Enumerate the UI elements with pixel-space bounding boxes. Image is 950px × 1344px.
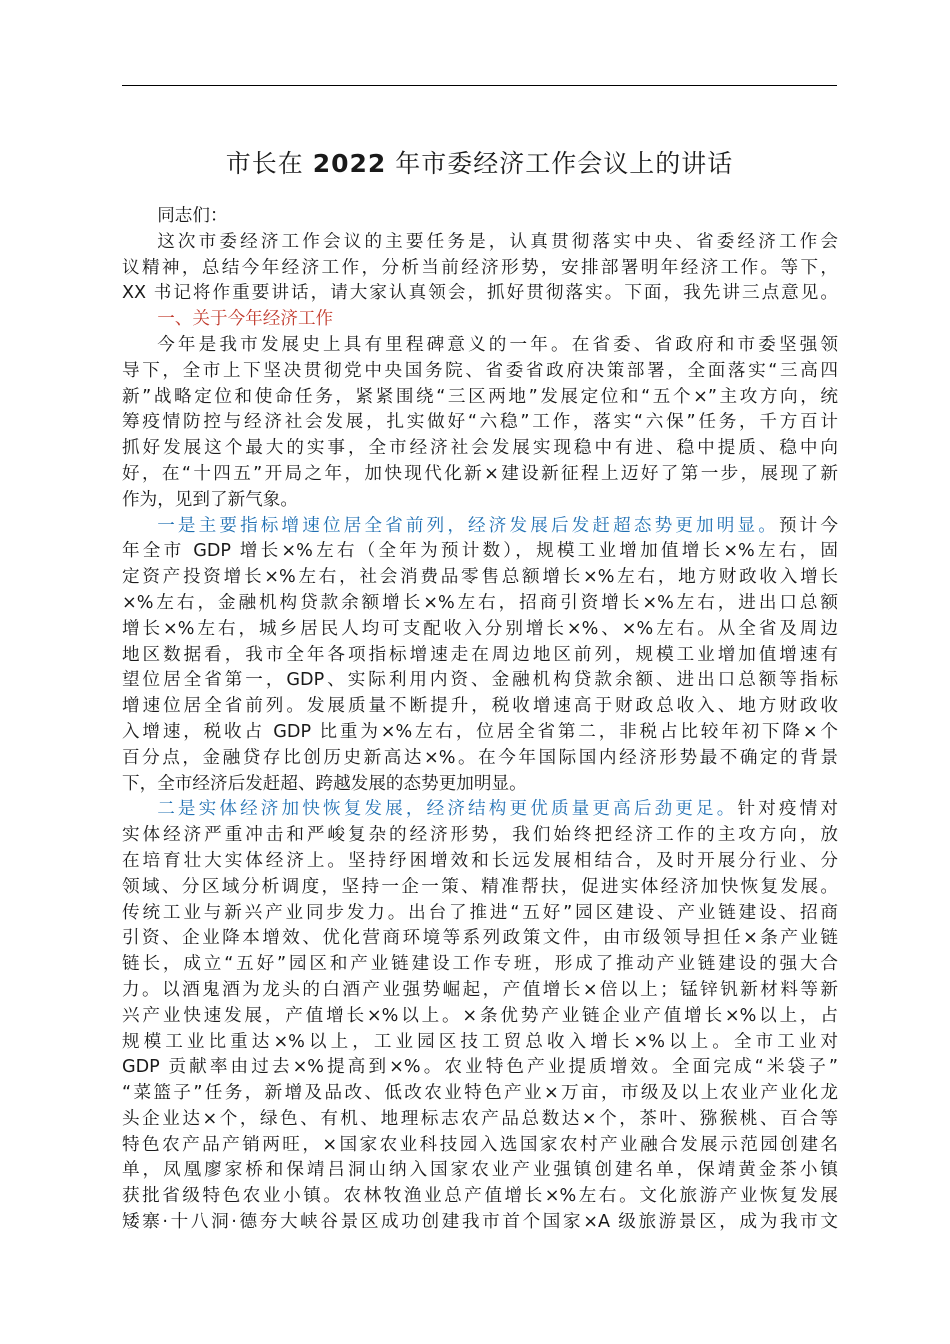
point2-line: “菜篮子”任务，新增及品改、低改农业特色产业×万亩，市级及以上农业产业化龙	[122, 1083, 838, 1104]
point1-line: ×%左右，金融机构贷款余额增长×%左右，招商引资增长×%左右，进出口总额	[122, 592, 838, 613]
section1-continuation	[122, 359, 838, 514]
point2-line: 在培育壮大实体经济上。坚持纾困增效和长远发展相结合，及时开展分行业、分	[122, 850, 838, 871]
section1-line: 导下，全市上下坚决贯彻党中央国务院、省委省政府决策部署，全面落实“三高四	[122, 360, 838, 381]
section1-line: 筹疫情防控与经济社会发展，扎实做好“六稳”工作，落实“六保”任务，千方百计	[122, 412, 838, 433]
intro-line: XX 书记将作重要讲话，请大家认真领会，抓好贯彻落实。下面，我先讲三点意见。	[122, 283, 838, 304]
point1-line: 下，全市经济后发赶超、跨越发展的态势更加明显。	[122, 773, 527, 794]
document-body	[122, 204, 838, 1236]
header-rule	[122, 85, 837, 86]
point2-line: 矮寨·十八洞·德夯大峡谷景区成功创建我市首个国家×A 级旅游景区，成为我市文	[122, 1212, 838, 1233]
point2-first-line	[122, 797, 838, 823]
salutation: 同志们：	[157, 206, 228, 226]
point2-first-tail: 针对疫情对	[737, 799, 838, 820]
section1-line: 今年是我市发展史上具有里程碑意义的一年。在省委、省政府和市委坚强领	[157, 334, 838, 355]
point1-line: 增长×%左右，城乡居民人均可支配收入分别增长×%、×%左右。从全省及周边	[122, 618, 838, 639]
point1-first-line	[122, 514, 838, 540]
point1-line: 增速位居全省前列。发展质量不断提升，税收增速高于财政总收入、地方财政收	[122, 696, 838, 717]
point2-line: 引资、企业降本增效、优化营商环境等系列政策文件，由市级领导担任×条产业链	[122, 928, 838, 949]
point2-line: 链长，成立“五好”园区和产业链建设工作专班，形成了推动产业链建设的强大合	[122, 954, 838, 975]
point2-continuation	[122, 823, 838, 1236]
point2-line: 头企业达×个，绿色、有机、地理标志农产品总数达×个，茶叶、猕猴桃、百合等	[122, 1108, 838, 1129]
document-title	[122, 144, 837, 184]
title-year: 2022	[312, 149, 387, 178]
point2-lead: 二是实体经济加快恢复发展，经济结构更优质量更高后劲更足。	[157, 799, 738, 820]
point2-line: 规模工业比重达×%以上，工业园区技工贸总收入增长×%以上。全市工业对	[122, 1031, 838, 1052]
point2-line: 力。以酒鬼酒为龙头的白酒产业强势崛起，产值增长×倍以上；锰锌钒新材料等新	[122, 979, 838, 1000]
section1-paragraph	[122, 333, 838, 359]
point1-first-tail: 预计今	[778, 515, 838, 536]
point2-line: 单，凤凰廖家桥和保靖吕洞山纳入国家农业产业强镇创建名单，保靖黄金茶小镇	[122, 1160, 838, 1181]
point2-line: 传统工业与新兴产业同步发力。出台了推进“五好”园区建设、产业链建设、招商	[122, 902, 838, 923]
point2-line: 获批省级特色农业小镇。农林牧渔业总产值增长×%左右。文化旅游产业恢复发展	[122, 1186, 838, 1207]
section1-line: 新”战略定位和使命任务，紧紧围绕“三区两地”发展定位和“五个×”主攻方向，统	[122, 386, 838, 407]
point1-line: 地区数据看，我市全年各项指标增速走在周边地区前列，规模工业增加值增速有	[122, 644, 838, 665]
intro-paragraph	[122, 230, 838, 256]
point2-line: GDP 贡献率由过去×%提高到×%。农业特色产业提质增效。全面完成“米袋子”	[122, 1057, 838, 1078]
point2-line: 领域、分区域分析调度，坚持一企一策、精准帮扶，促进实体经济加快恢复发展。	[122, 876, 838, 897]
point1-line: 定资产投资增长×%左右，社会消费品零售总额增长×%左右，地方财政收入增长	[122, 567, 838, 588]
point1-line: 入增速，税收占 GDP 比重为×%左右，位居全省第二，非税占比较年初下降×个	[122, 721, 838, 742]
point1-paragraph	[122, 514, 838, 540]
point1-continuation	[122, 539, 838, 797]
point1-line: 年全市 GDP 增长×%左右（全年为预计数），规模工业增加值增长×%左右，固	[122, 541, 838, 562]
title-suffix: 年市委经济工作会议上的讲话	[395, 149, 734, 178]
intro-continuation	[122, 256, 838, 308]
section-heading: 一、关于今年经济工作	[157, 309, 334, 330]
point1-line: 百分点，金融贷存比创历史新高达×%。在今年国际国内经济形势最不确定的背景	[122, 747, 838, 768]
point2-line: 兴产业快速发展，产值增长×%以上。×条优势产业链企业产值增长×%以上，占	[122, 1005, 838, 1026]
point2-line: 实体经济严重冲击和严峻复杂的经济形势，我们始终把经济工作的主攻方向，放	[122, 825, 838, 846]
section1-line: 好，在“十四五”开局之年，加快现代化新×建设新征程上迈好了第一步，展现了新	[122, 463, 838, 484]
section1-line: 抓好发展这个最大的实事，全市经济社会发展实现稳中有进、稳中提质、稳中向	[122, 438, 838, 459]
title-prefix: 市长在	[225, 149, 304, 178]
intro-line: 这次市委经济工作会议的主要任务是，认真贯彻落实中央、省委经济工作会	[157, 231, 838, 252]
point1-line: 望位居全省第一，GDP、实际利用内资、金融机构贷款余额、进出口总额等指标	[122, 670, 838, 691]
intro-line: 议精神，总结今年经济工作，分析当前经济形势，安排部署明年经济工作。等下，	[122, 257, 838, 278]
section1-line: 作为，见到了新气象。	[122, 489, 298, 510]
point1-lead: 一是主要指标增速位居全省前列，经济发展后发赶超态势更加明显。	[157, 515, 779, 536]
point2-line: 特色农产品产销两旺，×国家农业科技园入选国家农村产业融合发展示范园创建名	[122, 1134, 838, 1155]
point2-paragraph	[122, 797, 838, 823]
